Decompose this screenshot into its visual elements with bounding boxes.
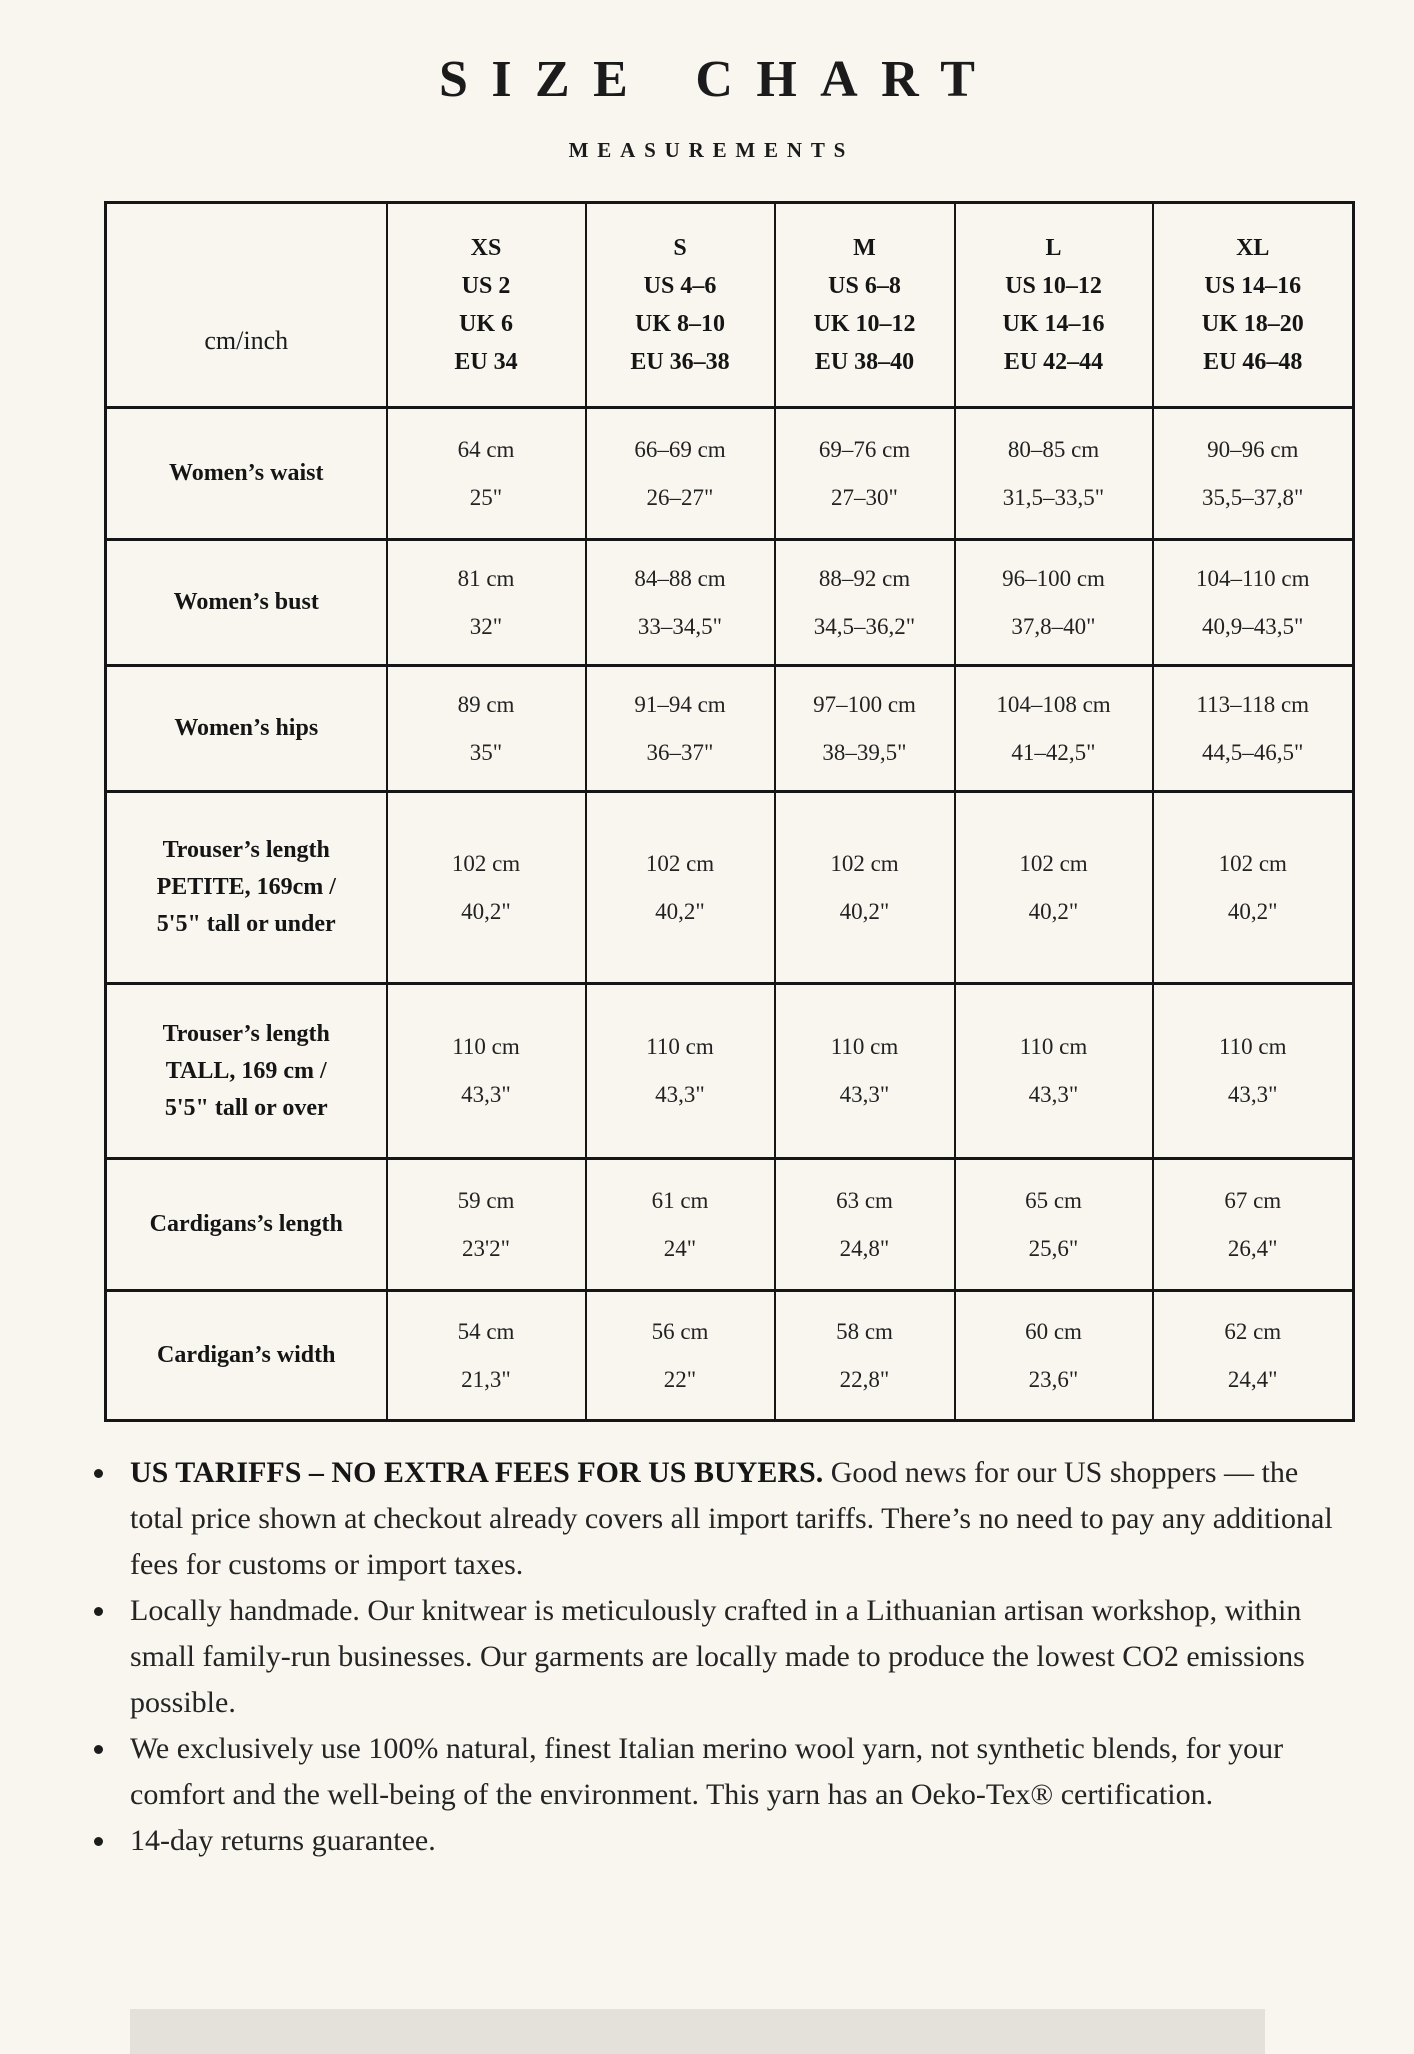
measurement-inch: 32" [469,613,503,639]
note-text: We exclusively use 100% natural, finest Italian merino wool yarn, not synthetic blends, for your comfort and the well-being of the environment. This yarn has an Oeko-Tex® certification. [130,1732,1284,1811]
table-row [106,408,1354,540]
measurement-inch: 31,5–33,5" [1002,484,1105,510]
measurement-cm: 63 cm [836,1187,893,1213]
note-item [130,1450,1344,1588]
measurement-cell [955,540,1153,666]
table-row [106,984,1354,1159]
size-header-us-line: US 14–16 [1204,273,1302,299]
measurement-cm: 104–108 cm [996,691,1111,717]
size-header-us-line: US 10–12 [1005,273,1102,299]
measurement-inch: 34,5–36,2" [813,613,916,639]
measurement-cell [775,792,955,984]
size-header-size-line: S [673,235,687,261]
measurement-cm: 80–85 cm [1007,436,1100,462]
measurement-cm: 54 cm [457,1318,515,1344]
measurement-cell [955,984,1153,1159]
measurement-inch: 40,2" [839,898,890,924]
measurement-inch: 35" [469,739,503,765]
measurement-inch: 25" [469,484,503,510]
table-header-row [106,203,1354,408]
measurement-cm: 102 cm [1218,850,1287,876]
size-header-size-line: XL [1236,235,1270,261]
measurement-inch: 43,3" [1227,1082,1278,1107]
measurement-cm: 91–94 cm [634,691,726,717]
measurement-cm: 60 cm [1025,1318,1082,1344]
measurement-cm: 67 cm [1224,1187,1282,1213]
size-header-us-line: US 2 [461,273,511,299]
measurement-cm: 110 cm [830,1034,899,1059]
row-label [106,408,387,540]
measurement-cm: 102 cm [451,850,521,876]
measurement-cell [586,984,775,1159]
measurement-inch: 40,2" [1227,898,1278,924]
row-label [106,984,387,1159]
size-header-uk-line: UK 18–20 [1201,311,1304,337]
unit-header-cell [106,203,387,408]
measurement-inch: 24,4" [1227,1366,1278,1392]
row-label-line: Cardigan’s width [157,1342,336,1368]
size-header-eu-line: EU 34 [454,349,518,375]
table-body [106,408,1354,1421]
row-label [106,792,387,984]
size-header-eu-line: EU 36–38 [630,349,730,375]
note-text: 14-day returns guarantee. [130,1824,436,1857]
size-chart-table [104,201,1355,1422]
measurement-cell [586,666,775,792]
measurement-cell [586,1159,775,1291]
measurement-cell [955,792,1153,984]
measurement-cell [1153,1291,1354,1421]
row-label [106,666,387,792]
measurement-cm: 64 cm [457,436,515,462]
measurement-cell [387,984,586,1159]
measurement-cell [1153,1159,1354,1291]
size-header-uk-line: UK 8–10 [635,311,725,337]
measurement-cm: 90–96 cm [1207,436,1299,462]
note-text: Locally handmade. Our knitwear is meticulously crafted in a Lithuanian artisan workshop, within small family-run businesses. Our garments are locally made to produce the lowest CO2 emissions possible. [130,1594,1305,1719]
table-row [106,540,1354,666]
measurement-cell [387,1291,586,1421]
table-row [106,792,1354,984]
table-row [106,666,1354,792]
measurement-inch: 21,3" [461,1366,511,1392]
measurement-cm: 62 cm [1224,1318,1282,1344]
measurement-cell [955,1159,1153,1291]
measurement-cm: 110 cm [1219,1034,1287,1059]
row-label-line: Trouser’s length [162,837,330,863]
note-item [130,1818,1344,1864]
measurement-cell [387,1159,586,1291]
row-label-line: 5'5" tall or over [164,1094,328,1121]
measurement-cm: 97–100 cm [813,691,916,717]
measurement-inch: 44,5–46,5" [1202,739,1304,765]
measurement-cell [775,666,955,792]
measurement-cm: 88–92 cm [818,565,911,591]
row-label-line: Trouser’s length [162,1020,330,1047]
size-header-eu-line: EU 42–44 [1003,349,1104,375]
note-item [130,1726,1344,1818]
measurement-cm: 102 cm [645,850,715,876]
measurement-cell [387,792,586,984]
measurement-inch: 22" [663,1366,697,1392]
measurement-inch: 43,3" [1028,1082,1079,1107]
measurement-cm: 104–110 cm [1196,565,1310,591]
measurement-inch: 40,9–43,5" [1202,613,1304,639]
measurement-cell [586,792,775,984]
bottom-gray-bar [130,2009,1265,2054]
measurement-cell [387,408,586,540]
measurement-cell [955,408,1153,540]
measurement-cell [1153,408,1354,540]
measurement-inch: 26–27" [646,484,714,510]
measurement-inch: 25,6" [1028,1235,1079,1261]
size-header-uk-line: UK 14–16 [1002,311,1105,337]
measurement-cm: 84–88 cm [634,565,726,591]
measurement-cm: 56 cm [651,1318,709,1344]
measurement-cell [1153,666,1354,792]
row-label-line: Women’s hips [174,715,319,741]
measurement-inch: 36–37" [646,739,714,765]
measurement-inch: 35,5–37,8" [1202,484,1304,510]
measurement-cm: 81 cm [457,565,515,591]
measurement-cell [586,540,775,666]
table-row [106,1291,1354,1421]
size-header-size-line: M [853,235,876,261]
measurement-cm: 110 cm [1019,1034,1088,1059]
row-label-line: TALL, 169 cm / [165,1057,327,1084]
measurement-inch: 41–42,5" [1011,739,1096,765]
measurement-cm: 110 cm [646,1034,714,1059]
row-label-line: Women’s waist [169,460,324,486]
size-column-header-xs [387,203,586,408]
size-column-header-s [586,203,775,408]
row-label-line: Cardigans’s length [149,1211,343,1237]
size-header-uk-line: UK 10–12 [813,311,916,337]
size-header-us-line: US 4–6 [643,273,717,299]
measurement-inch: 43,3" [839,1082,890,1107]
measurement-inch: 40,2" [655,898,705,924]
measurement-cell [1153,792,1354,984]
measurement-inch: 37,8–40" [1011,613,1096,639]
measurement-cell [955,1291,1153,1421]
measurement-cm: 59 cm [457,1187,515,1213]
measurement-cm: 66–69 cm [634,436,726,462]
measurement-inch: 24,8" [839,1235,890,1261]
row-label-line: PETITE, 169cm / [156,874,336,900]
page-title: SIZE CHART [439,51,999,108]
measurement-cm: 58 cm [836,1318,893,1344]
measurement-inch: 26,4" [1227,1235,1278,1261]
measurement-cell [1153,540,1354,666]
size-header-us-line: US 6–8 [828,273,901,299]
measurement-cm: 69–76 cm [818,436,911,462]
row-label-line: 5'5" tall or under [156,911,336,937]
measurement-inch: 27–30" [831,484,898,510]
measurement-inch: 40,2" [1028,898,1079,924]
measurement-cell [586,408,775,540]
size-header-eu-line: EU 38–40 [814,349,915,375]
measurement-inch: 24" [663,1235,697,1261]
note-bold-text: US TARIFFS – NO EXTRA FEES FOR US BUYERS. [130,1456,824,1489]
measurement-cm: 102 cm [830,850,899,876]
size-column-header-l [955,203,1153,408]
measurement-inch: 43,3" [461,1082,511,1107]
measurement-inch: 43,3" [655,1082,705,1107]
measurement-cm: 110 cm [452,1034,520,1059]
measurement-cell [387,666,586,792]
measurement-cell [586,1291,775,1421]
measurement-cm: 61 cm [651,1187,709,1213]
measurement-cm: 89 cm [457,691,515,717]
measurement-cell [775,540,955,666]
row-label [106,540,387,666]
measurement-inch: 22,8" [839,1366,890,1392]
measurement-cell [775,984,955,1159]
measurement-inch: 33–34,5" [637,613,723,639]
measurement-inch: 38–39,5" [822,739,907,765]
size-header-eu-line: EU 46–48 [1203,349,1303,375]
measurement-cell [775,408,955,540]
size-header-uk-line: UK 6 [459,311,513,337]
size-column-header-m [775,203,955,408]
measurement-cm: 113–118 cm [1196,691,1310,717]
measurement-inch: 40,2" [461,898,511,924]
row-label [106,1159,387,1291]
page-subtitle: MEASUREMENTS [568,138,855,162]
size-header-size-line: L [1045,235,1062,261]
size-header-size-line: XS [470,235,502,261]
unit-label: cm/inch [204,326,289,355]
measurement-inch: 23'2" [461,1235,511,1261]
measurement-inch: 23,6" [1028,1366,1079,1392]
table-row [106,1159,1354,1291]
measurement-cell [775,1159,955,1291]
row-label-line: Women’s bust [173,589,319,615]
row-label [106,1291,387,1421]
measurement-cell [387,540,586,666]
measurement-cm: 96–100 cm [1002,565,1105,591]
measurement-cm: 102 cm [1019,850,1088,876]
measurement-cell [1153,984,1354,1159]
measurement-cm: 65 cm [1025,1187,1082,1213]
notes-list [0,1450,1414,1864]
size-column-header-xl [1153,203,1354,408]
note-text: Good news for our US shoppers — the total price shown at checkout already covers all import tariffs. There’s no need to pay any additional fees for customs or import taxes. [130,1456,1333,1581]
note-item [130,1588,1344,1726]
measurement-cell [955,666,1153,792]
measurement-cell [775,1291,955,1421]
